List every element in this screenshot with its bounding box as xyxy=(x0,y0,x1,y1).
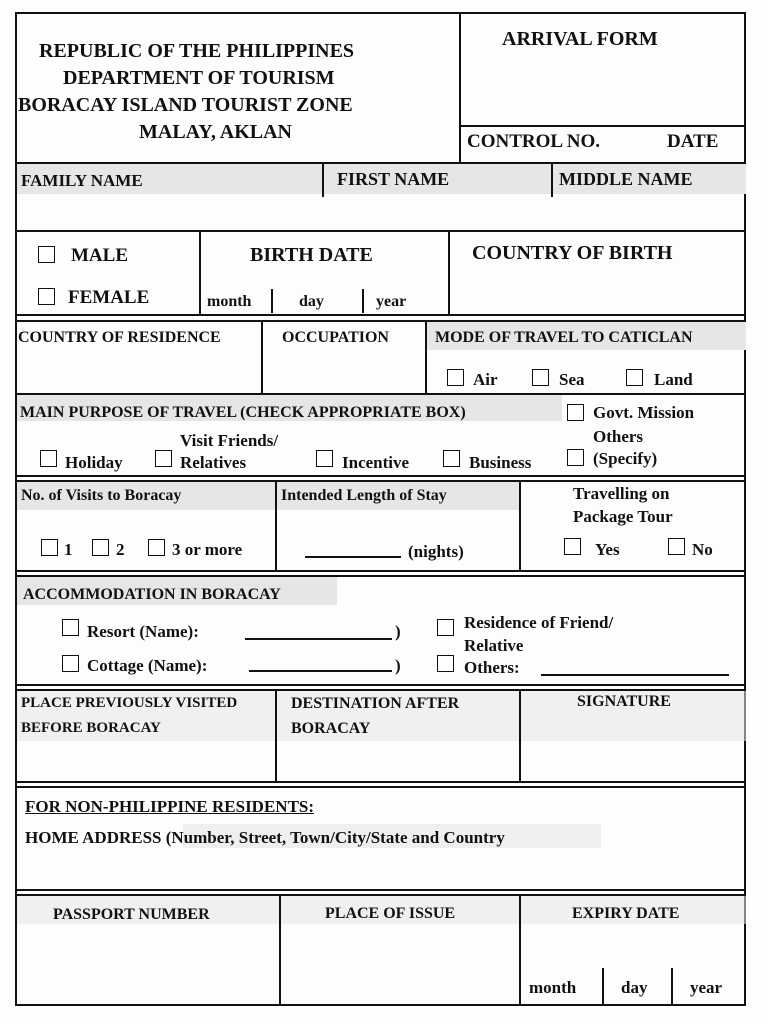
resort-name-input[interactable] xyxy=(245,638,392,640)
visits-3-checkbox[interactable] xyxy=(148,539,165,556)
rule-3 xyxy=(17,314,746,316)
family-name-label: FAMILY NAME xyxy=(21,171,143,190)
others-accom-label: Others: xyxy=(464,658,520,677)
land-checkbox[interactable] xyxy=(626,369,643,386)
sea-checkbox[interactable] xyxy=(532,369,549,386)
cottage-close-paren: ) xyxy=(395,656,401,675)
visits-2-checkbox[interactable] xyxy=(92,539,109,556)
names-input-area[interactable] xyxy=(21,199,741,229)
rule-8 xyxy=(17,781,746,783)
birth-date-label: BIRTH DATE xyxy=(250,244,373,266)
places-divider-1 xyxy=(275,691,277,783)
female-label: FEMALE xyxy=(68,287,150,308)
expiry-day-label: day xyxy=(621,978,648,997)
places-divider-2 xyxy=(519,691,521,783)
main-purpose-label: MAIN PURPOSE OF TRAVEL (CHECK APPROPRIATE BOX) xyxy=(20,404,466,421)
residence-divider xyxy=(261,322,263,395)
expiry-year-label: year xyxy=(690,978,723,997)
names-divider-1 xyxy=(322,164,324,197)
visits-1-label: 1 xyxy=(64,540,73,559)
rule-9 xyxy=(17,889,746,891)
holiday-checkbox[interactable] xyxy=(40,450,57,467)
previous-place-label-1: PLACE PREVIOUSLY VISITED xyxy=(21,695,238,711)
names-divider-2 xyxy=(551,164,553,197)
cottage-name-input[interactable] xyxy=(249,670,392,672)
rule-7 xyxy=(17,684,746,686)
header-divider xyxy=(459,14,461,164)
nights-label: (nights) xyxy=(408,542,464,561)
male-checkbox[interactable] xyxy=(38,246,55,263)
visits-1-checkbox[interactable] xyxy=(41,539,58,556)
rule-6 xyxy=(17,570,746,572)
package-label-2: Package Tour xyxy=(573,507,673,526)
residence-friend-label: Residence of Friend/ xyxy=(464,613,614,632)
birth-year-label: year xyxy=(376,293,407,310)
visit-friends-label: Visit Friends/ xyxy=(180,431,279,450)
air-label: Air xyxy=(473,370,498,389)
holiday-label: Holiday xyxy=(65,453,123,472)
arrival-form xyxy=(15,12,746,1006)
package-no-checkbox[interactable] xyxy=(668,538,685,555)
passport-divider-2 xyxy=(519,896,521,1006)
govt-mission-label: Govt. Mission xyxy=(593,403,695,422)
birth-sep-2 xyxy=(362,289,364,313)
expiry-month-label: month xyxy=(529,978,577,997)
relative-label: Relative xyxy=(464,636,524,655)
occupation-label: OCCUPATION xyxy=(282,329,389,346)
package-no-label: No xyxy=(692,540,713,559)
others-label: Others xyxy=(593,427,644,446)
accommodation-label: ACCOMMODATION IN BORACAY xyxy=(23,586,281,603)
mode-of-travel-label: MODE OF TRAVEL TO CATICLAN xyxy=(435,329,693,346)
business-checkbox[interactable] xyxy=(443,450,460,467)
birth-day-label: day xyxy=(299,293,324,310)
visits-label: No. of Visits to Boracay xyxy=(21,487,182,504)
stay-divider xyxy=(519,482,521,572)
resort-close-paren: ) xyxy=(395,622,401,641)
expiry-sep-2 xyxy=(671,968,673,1006)
birth-sep-1 xyxy=(271,289,273,313)
signature-label: SIGNATURE xyxy=(577,693,671,710)
expiry-date-label: EXPIRY DATE xyxy=(572,905,680,922)
air-checkbox[interactable] xyxy=(447,369,464,386)
birth-divider xyxy=(448,232,450,315)
others-accom-input[interactable] xyxy=(541,674,729,676)
incentive-label: Incentive xyxy=(342,453,410,472)
sea-label: Sea xyxy=(559,370,585,389)
non-resident-title: FOR NON-PHILIPPINE RESIDENTS: xyxy=(25,797,315,816)
visit-friends-checkbox[interactable] xyxy=(155,450,172,467)
incentive-checkbox[interactable] xyxy=(316,450,333,467)
rule-2 xyxy=(17,230,746,232)
header-line-2: DEPARTMENT OF TOURISM xyxy=(63,67,335,89)
stay-label: Intended Length of Stay xyxy=(281,487,447,504)
signature-field[interactable] xyxy=(525,719,740,777)
passport-divider-1 xyxy=(279,896,281,1006)
cottage-checkbox[interactable] xyxy=(62,655,79,672)
country-of-birth-label: COUNTRY OF BIRTH xyxy=(472,242,673,264)
package-yes-label: Yes xyxy=(595,540,620,559)
previous-place-label-2: BEFORE BORACAY xyxy=(21,720,161,736)
visits-3-label: 3 or more xyxy=(172,540,243,559)
resort-checkbox[interactable] xyxy=(62,619,79,636)
birth-month-label: month xyxy=(207,293,252,310)
female-checkbox[interactable] xyxy=(38,288,55,305)
package-yes-checkbox[interactable] xyxy=(564,538,581,555)
residence-friend-checkbox[interactable] xyxy=(437,619,454,636)
relatives-label: Relatives xyxy=(180,453,247,472)
destination-label-2: BORACAY xyxy=(291,720,371,737)
header-line-1: REPUBLIC OF THE PHILIPPINES xyxy=(39,40,355,62)
visits-2-label: 2 xyxy=(116,540,125,559)
header-line-4: MALAY, AKLAN xyxy=(139,121,292,143)
passport-number-label: PASSPORT NUMBER xyxy=(53,906,210,923)
rule-8b xyxy=(17,786,746,788)
nights-input[interactable] xyxy=(305,556,401,558)
business-label: Business xyxy=(469,453,532,472)
expiry-sep-1 xyxy=(602,968,604,1006)
country-of-residence-label: COUNTRY OF RESIDENCE xyxy=(18,329,221,346)
place-of-issue-label: PLACE OF ISSUE xyxy=(325,905,456,922)
others-accom-checkbox[interactable] xyxy=(437,655,454,672)
sex-divider xyxy=(199,232,201,315)
rule-5 xyxy=(17,475,746,477)
date-label: DATE xyxy=(667,131,719,152)
header-line-3: BORACAY ISLAND TOURIST ZONE xyxy=(18,94,353,116)
control-divider xyxy=(460,125,746,127)
resort-label: Resort (Name): xyxy=(87,622,199,641)
govt-mission-checkbox[interactable] xyxy=(567,404,584,421)
home-address-field[interactable] xyxy=(25,854,740,884)
package-label-1: Travelling on xyxy=(573,484,670,503)
destination-label-1: DESTINATION AFTER xyxy=(291,695,460,712)
male-label: MALE xyxy=(71,245,128,266)
control-no-label: CONTROL NO. xyxy=(467,131,601,152)
cottage-label: Cottage (Name): xyxy=(87,656,208,675)
specify-label: (Specify) xyxy=(593,449,658,468)
land-label: Land xyxy=(654,370,693,389)
home-address-label: HOME ADDRESS (Number, Street, Town/City/State and Country xyxy=(25,828,505,847)
others-checkbox[interactable] xyxy=(567,449,584,466)
first-name-label: FIRST NAME xyxy=(337,169,450,189)
middle-name-label: MIDDLE NAME xyxy=(559,169,693,189)
form-title: ARRIVAL FORM xyxy=(502,28,658,50)
